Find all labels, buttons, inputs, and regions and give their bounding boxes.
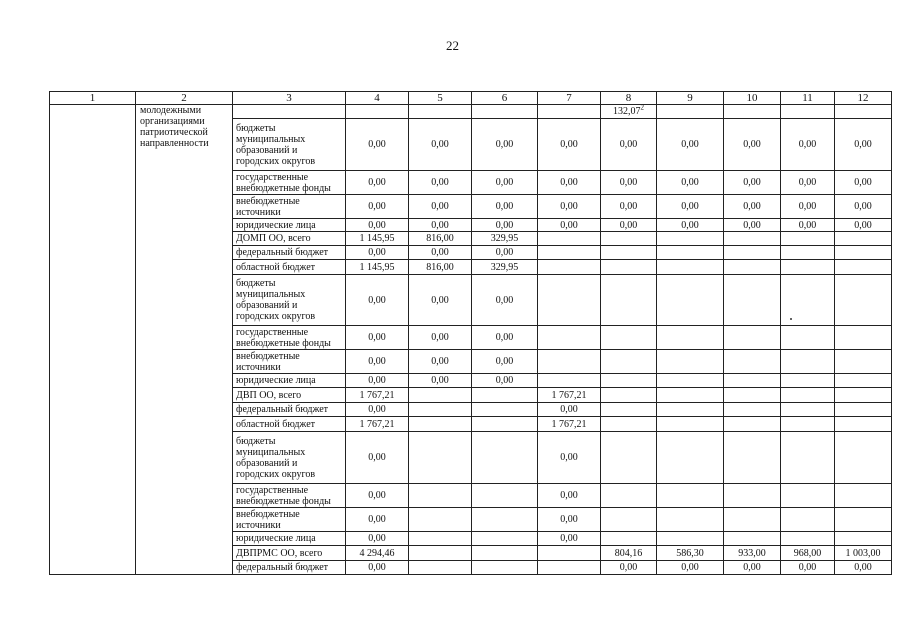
value-cell bbox=[657, 246, 724, 260]
value-cell bbox=[781, 403, 835, 417]
value-cell bbox=[724, 246, 781, 260]
value-cell bbox=[409, 484, 472, 508]
value-cell bbox=[601, 232, 657, 246]
value-cell bbox=[724, 417, 781, 432]
value-cell: 0,00 bbox=[538, 508, 601, 532]
row-label: областной бюджет bbox=[233, 417, 346, 432]
value-cell: 0,00 bbox=[409, 119, 472, 171]
value-cell: 0,00 bbox=[472, 171, 538, 195]
value-cell bbox=[781, 260, 835, 275]
value-cell: 933,00 bbox=[724, 546, 781, 561]
value-cell bbox=[724, 388, 781, 403]
value-cell bbox=[724, 260, 781, 275]
value-cell: 0,00 bbox=[472, 119, 538, 171]
value-cell: 0,00 bbox=[538, 195, 601, 219]
value-cell: 0,00 bbox=[601, 171, 657, 195]
value-cell: 1 767,21 bbox=[538, 388, 601, 403]
value-cell: 0,00 bbox=[781, 561, 835, 575]
row-label: юридические лица bbox=[233, 532, 346, 546]
column-header: 8 bbox=[601, 92, 657, 105]
row-label: ДВП ОО, всего bbox=[233, 388, 346, 403]
value-cell: 0,00 bbox=[346, 171, 409, 195]
value-cell bbox=[835, 260, 892, 275]
value-cell bbox=[724, 350, 781, 374]
value-cell: 586,30 bbox=[657, 546, 724, 561]
row-label: бюджеты муниципальных образований и городских округов bbox=[233, 119, 346, 171]
value-cell: 0,00 bbox=[835, 561, 892, 575]
row-label: ДОМП ОО, всего bbox=[233, 232, 346, 246]
row-label: бюджеты муниципальных образований и городских округов bbox=[233, 275, 346, 326]
value-cell bbox=[835, 508, 892, 532]
value-cell: 0,00 bbox=[781, 171, 835, 195]
value-cell bbox=[835, 484, 892, 508]
value-cell: 0,00 bbox=[409, 219, 472, 232]
value-cell: 0,00 bbox=[409, 326, 472, 350]
row-label: юридические лица bbox=[233, 219, 346, 232]
value-cell: 0,00 bbox=[346, 432, 409, 484]
value-cell bbox=[601, 374, 657, 388]
value-cell: 0,00 bbox=[346, 195, 409, 219]
value-cell: 0,00 bbox=[538, 171, 601, 195]
value-cell bbox=[724, 508, 781, 532]
column-header: 5 bbox=[409, 92, 472, 105]
value-cell: 0,00 bbox=[601, 561, 657, 575]
value-cell bbox=[781, 105, 835, 119]
scan-speck bbox=[790, 318, 792, 320]
value-cell bbox=[835, 326, 892, 350]
value-cell bbox=[472, 432, 538, 484]
value-cell bbox=[724, 275, 781, 326]
value-cell: 0,00 bbox=[781, 195, 835, 219]
column-header: 4 bbox=[346, 92, 409, 105]
value-cell: 0,00 bbox=[346, 275, 409, 326]
value-cell: 0,00 bbox=[538, 219, 601, 232]
value-cell bbox=[538, 350, 601, 374]
value-cell bbox=[409, 561, 472, 575]
value-text: 132,07 bbox=[613, 106, 641, 117]
value-cell: 0,00 bbox=[835, 219, 892, 232]
value-cell bbox=[601, 532, 657, 546]
value-cell bbox=[538, 326, 601, 350]
column-header: 10 bbox=[724, 92, 781, 105]
value-cell: 0,00 bbox=[472, 246, 538, 260]
row-label: федеральный бюджет bbox=[233, 403, 346, 417]
value-cell: 0,00 bbox=[346, 508, 409, 532]
value-cell bbox=[781, 508, 835, 532]
value-cell bbox=[538, 105, 601, 119]
page-number: 22 bbox=[446, 38, 459, 53]
value-cell bbox=[835, 417, 892, 432]
value-cell: 0,00 bbox=[409, 171, 472, 195]
value-cell: 0,00 bbox=[472, 219, 538, 232]
value-cell: 0,00 bbox=[724, 561, 781, 575]
value-cell bbox=[409, 546, 472, 561]
row-label: государственные внебюджетные фонды bbox=[233, 484, 346, 508]
value-cell bbox=[835, 350, 892, 374]
value-cell: 0,00 bbox=[724, 219, 781, 232]
value-cell bbox=[472, 546, 538, 561]
value-cell bbox=[538, 260, 601, 275]
value-cell bbox=[601, 275, 657, 326]
value-cell bbox=[601, 432, 657, 484]
column-header: 12 bbox=[835, 92, 892, 105]
value-cell: 0,00 bbox=[538, 119, 601, 171]
value-cell bbox=[472, 417, 538, 432]
footnote-marker: 2 bbox=[640, 104, 644, 112]
value-cell bbox=[657, 432, 724, 484]
value-cell: 0,00 bbox=[409, 350, 472, 374]
value-cell bbox=[409, 417, 472, 432]
column-header: 3 bbox=[233, 92, 346, 105]
value-cell: 968,00 bbox=[781, 546, 835, 561]
value-cell bbox=[781, 275, 835, 326]
value-cell bbox=[601, 246, 657, 260]
value-cell bbox=[781, 374, 835, 388]
value-cell bbox=[724, 432, 781, 484]
value-cell: 0,00 bbox=[472, 326, 538, 350]
value-cell: 1 145,95 bbox=[346, 260, 409, 275]
row-label: областной бюджет bbox=[233, 260, 346, 275]
value-cell: 0,00 bbox=[472, 275, 538, 326]
column-header: 2 bbox=[136, 92, 233, 105]
value-cell: 0,00 bbox=[724, 119, 781, 171]
value-cell bbox=[601, 105, 657, 119]
value-cell bbox=[472, 484, 538, 508]
row-label: юридические лица bbox=[233, 374, 346, 388]
value-cell bbox=[409, 388, 472, 403]
row-label: государственные внебюджетные фонды bbox=[233, 171, 346, 195]
value-cell bbox=[657, 374, 724, 388]
value-cell bbox=[835, 246, 892, 260]
row-label: внебюджетные источники bbox=[233, 195, 346, 219]
value-cell: 0,00 bbox=[346, 119, 409, 171]
value-cell: 0,00 bbox=[538, 403, 601, 417]
value-cell bbox=[835, 403, 892, 417]
value-cell bbox=[657, 275, 724, 326]
value-cell: 0,00 bbox=[409, 246, 472, 260]
value-cell: 0,00 bbox=[409, 374, 472, 388]
row-label: государственные внебюджетные фонды bbox=[233, 326, 346, 350]
row-label bbox=[233, 105, 346, 119]
value-cell: 0,00 bbox=[657, 119, 724, 171]
value-cell bbox=[472, 105, 538, 119]
value-cell: 0,00 bbox=[346, 532, 409, 546]
row-label: бюджеты муниципальных образований и городских округов bbox=[233, 432, 346, 484]
value-cell bbox=[601, 508, 657, 532]
value-cell bbox=[409, 403, 472, 417]
column-header: 7 bbox=[538, 92, 601, 105]
value-cell: 0,00 bbox=[346, 326, 409, 350]
table-row bbox=[50, 105, 892, 119]
value-cell bbox=[781, 417, 835, 432]
value-cell bbox=[781, 246, 835, 260]
value-cell bbox=[657, 388, 724, 403]
value-cell: 0,00 bbox=[657, 171, 724, 195]
value-cell: 1 767,21 bbox=[538, 417, 601, 432]
value-cell: 0,00 bbox=[781, 219, 835, 232]
value-cell bbox=[781, 326, 835, 350]
value-cell bbox=[472, 532, 538, 546]
value-cell: 804,16 bbox=[601, 546, 657, 561]
column-2-cell: молодежными организациями патриотической направленности bbox=[136, 105, 233, 575]
value-cell bbox=[835, 432, 892, 484]
value-cell bbox=[601, 326, 657, 350]
column-header: 11 bbox=[781, 92, 835, 105]
value-cell bbox=[601, 417, 657, 432]
table-header-row bbox=[50, 92, 892, 105]
value-cell bbox=[409, 508, 472, 532]
value-cell: 0,00 bbox=[601, 219, 657, 232]
column-header: 6 bbox=[472, 92, 538, 105]
value-cell bbox=[835, 232, 892, 246]
value-cell bbox=[601, 388, 657, 403]
row-label: ДВПРМС ОО, всего bbox=[233, 546, 346, 561]
value-cell bbox=[657, 350, 724, 374]
value-cell bbox=[781, 232, 835, 246]
value-cell bbox=[781, 350, 835, 374]
value-cell bbox=[657, 417, 724, 432]
value-cell: 329,95 bbox=[472, 232, 538, 246]
value-cell: 0,00 bbox=[538, 532, 601, 546]
value-cell bbox=[601, 403, 657, 417]
value-cell bbox=[835, 105, 892, 119]
value-cell: 0,00 bbox=[346, 561, 409, 575]
value-cell bbox=[601, 260, 657, 275]
value-cell bbox=[657, 260, 724, 275]
value-cell: 0,00 bbox=[409, 275, 472, 326]
value-cell bbox=[538, 275, 601, 326]
budget-table bbox=[49, 91, 892, 575]
value-cell bbox=[724, 232, 781, 246]
value-cell bbox=[835, 275, 892, 326]
value-cell: 0,00 bbox=[472, 195, 538, 219]
value-cell: 0,00 bbox=[538, 432, 601, 484]
value-cell: 1 145,95 bbox=[346, 232, 409, 246]
value-cell bbox=[409, 105, 472, 119]
value-cell: 329,95 bbox=[472, 260, 538, 275]
value-cell bbox=[835, 532, 892, 546]
value-cell bbox=[346, 105, 409, 119]
value-cell: 0,00 bbox=[346, 403, 409, 417]
value-cell: 0,00 bbox=[346, 350, 409, 374]
value-cell: 0,00 bbox=[601, 119, 657, 171]
value-cell: 0,00 bbox=[538, 484, 601, 508]
value-cell: 816,00 bbox=[409, 232, 472, 246]
value-cell bbox=[657, 105, 724, 119]
value-cell bbox=[538, 374, 601, 388]
value-cell bbox=[538, 561, 601, 575]
value-cell bbox=[724, 484, 781, 508]
value-cell: 0,00 bbox=[835, 195, 892, 219]
value-cell: 0,00 bbox=[346, 219, 409, 232]
value-cell bbox=[835, 388, 892, 403]
value-cell bbox=[657, 484, 724, 508]
value-cell: 816,00 bbox=[409, 260, 472, 275]
value-cell: 0,00 bbox=[657, 195, 724, 219]
value-cell bbox=[472, 388, 538, 403]
value-cell bbox=[781, 432, 835, 484]
value-cell bbox=[409, 532, 472, 546]
value-cell bbox=[538, 546, 601, 561]
value-cell: 1 003,00 bbox=[835, 546, 892, 561]
value-cell: 1 767,21 bbox=[346, 417, 409, 432]
value-cell: 0,00 bbox=[724, 195, 781, 219]
value-cell bbox=[724, 403, 781, 417]
value-cell bbox=[472, 561, 538, 575]
value-cell: 0,00 bbox=[346, 246, 409, 260]
value-cell bbox=[538, 232, 601, 246]
row-label: федеральный бюджет bbox=[233, 246, 346, 260]
value-cell bbox=[657, 403, 724, 417]
row-label: внебюджетные источники bbox=[233, 350, 346, 374]
value-cell bbox=[724, 105, 781, 119]
value-cell: 0,00 bbox=[724, 171, 781, 195]
value-cell bbox=[657, 232, 724, 246]
value-cell: 0,00 bbox=[657, 561, 724, 575]
value-cell bbox=[657, 326, 724, 350]
value-cell: 0,00 bbox=[472, 350, 538, 374]
column-1-cell bbox=[50, 105, 136, 575]
row-label: внебюджетные источники bbox=[233, 508, 346, 532]
value-cell bbox=[601, 484, 657, 508]
value-cell bbox=[657, 508, 724, 532]
value-cell bbox=[835, 374, 892, 388]
value-cell bbox=[724, 374, 781, 388]
value-cell bbox=[472, 403, 538, 417]
value-cell bbox=[601, 350, 657, 374]
value-cell: 0,00 bbox=[657, 219, 724, 232]
value-cell: 0,00 bbox=[835, 119, 892, 171]
value-cell bbox=[724, 532, 781, 546]
value-cell bbox=[781, 388, 835, 403]
column-header: 9 bbox=[657, 92, 724, 105]
value-cell bbox=[781, 484, 835, 508]
value-cell: 0,00 bbox=[781, 119, 835, 171]
value-cell bbox=[724, 326, 781, 350]
value-cell: 1 767,21 bbox=[346, 388, 409, 403]
value-cell: 0,00 bbox=[835, 171, 892, 195]
row-label: федеральный бюджет bbox=[233, 561, 346, 575]
value-cell bbox=[538, 246, 601, 260]
value-cell bbox=[472, 508, 538, 532]
value-cell: 4 294,46 bbox=[346, 546, 409, 561]
value-cell: 0,00 bbox=[346, 484, 409, 508]
value-cell: 0,00 bbox=[601, 195, 657, 219]
value-cell: 0,00 bbox=[409, 195, 472, 219]
value-cell bbox=[657, 532, 724, 546]
value-cell bbox=[409, 432, 472, 484]
column-header: 1 bbox=[50, 92, 136, 105]
value-cell: 0,00 bbox=[472, 374, 538, 388]
value-cell: 0,00 bbox=[346, 374, 409, 388]
value-cell bbox=[781, 532, 835, 546]
